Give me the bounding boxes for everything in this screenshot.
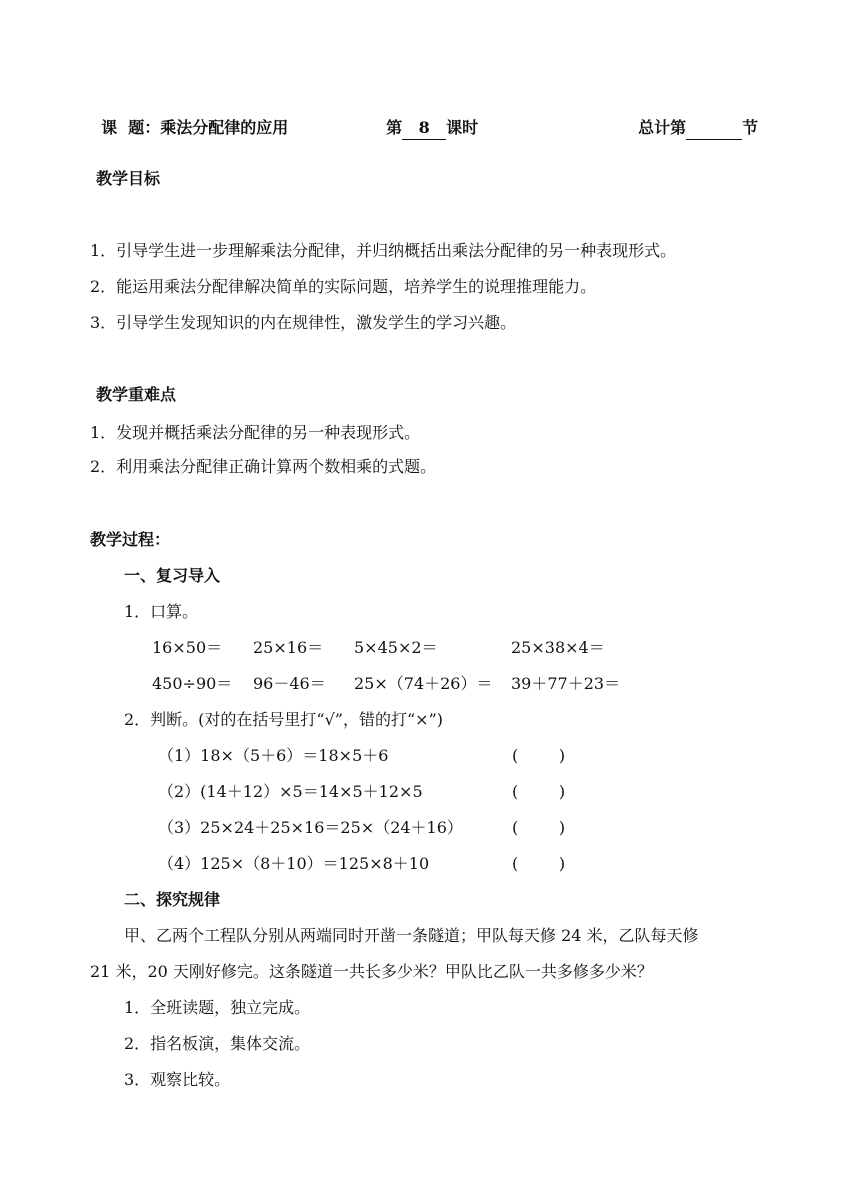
topic-label: 课 题： <box>101 118 161 137</box>
problem-line: 甲、乙两个工程队分别从两端同时开凿一条隧道；甲队每天修 24 米，乙队每天修 <box>124 926 699 945</box>
judge-answer-paren: ( ) <box>512 818 566 837</box>
judge-item: （2）(14＋12）×5＝14×5＋12×5 <box>158 782 423 801</box>
judge-answer-paren: ( ) <box>512 782 566 801</box>
section2-title: 二、探究规律 <box>124 890 221 909</box>
judge-answer-paren: ( ) <box>512 854 566 873</box>
section1-title: 一、复习导入 <box>124 566 221 585</box>
key-points-heading: 教学重难点 <box>96 385 177 404</box>
step-item: 3．观察比较。 <box>124 1070 231 1089</box>
objectives-heading: 教学目标 <box>96 169 161 188</box>
topic-title: 乘法分配律的应用 <box>160 118 289 137</box>
header-topic <box>90 95 288 139</box>
total-prefix: 总计第 <box>638 118 687 137</box>
objective-item: 1．引导学生进一步理解乘法分配律，并归纳概括出乘法分配律的另一种表现形式。 <box>90 241 677 260</box>
lesson-number: 8 <box>402 117 446 140</box>
lesson-prefix: 第 <box>386 118 403 137</box>
oral-item: 450÷90＝ <box>152 674 233 693</box>
process-heading: 教学过程： <box>90 530 171 549</box>
judge-item: （1）18×（5＋6）＝18×5＋6 <box>158 746 389 765</box>
key-point-item: 2．利用乘法分配律正确计算两个数相乘的式题。 <box>90 457 437 476</box>
oral-item: 25×38×4＝ <box>511 638 605 657</box>
total-suffix: 节 <box>742 118 759 137</box>
header-lesson <box>375 95 478 140</box>
judge-label: 2．判断。(对的在括号里打“√”，错的打“×”) <box>124 710 443 729</box>
judge-item: （4）125×（8＋10）＝125×8＋10 <box>158 854 430 873</box>
oral-calc-label: 1．口算。 <box>124 602 199 621</box>
oral-item: 39＋77＋23＝ <box>511 674 621 693</box>
oral-item: 96－46＝ <box>253 674 326 693</box>
key-point-item: 1．发现并概括乘法分配律的另一种表现形式。 <box>90 423 421 442</box>
step-item: 1．全班读题，独立完成。 <box>124 998 311 1017</box>
header-total <box>627 95 758 140</box>
lesson-suffix: 课时 <box>446 118 479 137</box>
objective-item: 3．引导学生发现知识的内在规律性，激发学生的学习兴趣。 <box>90 313 517 332</box>
oral-item: 25×16＝ <box>253 638 324 657</box>
total-blank <box>686 117 742 140</box>
judge-item: （3）25×24＋25×16＝25×（24＋16） <box>158 818 463 837</box>
oral-item: 16×50＝ <box>152 638 223 657</box>
oral-item: 5×45×2＝ <box>354 638 438 657</box>
step-item: 2．指名板演，集体交流。 <box>124 1034 311 1053</box>
problem-line: 21 米，20 天刚好修完。这条隧道一共长多少米？甲队比乙队一共多修多少米？ <box>90 962 653 981</box>
objective-item: 2．能运用乘法分配律解决简单的实际问题，培养学生的说理推理能力。 <box>90 277 597 296</box>
judge-answer-paren: ( ) <box>512 746 566 765</box>
oral-item: 25×（74＋26）＝ <box>354 674 493 693</box>
